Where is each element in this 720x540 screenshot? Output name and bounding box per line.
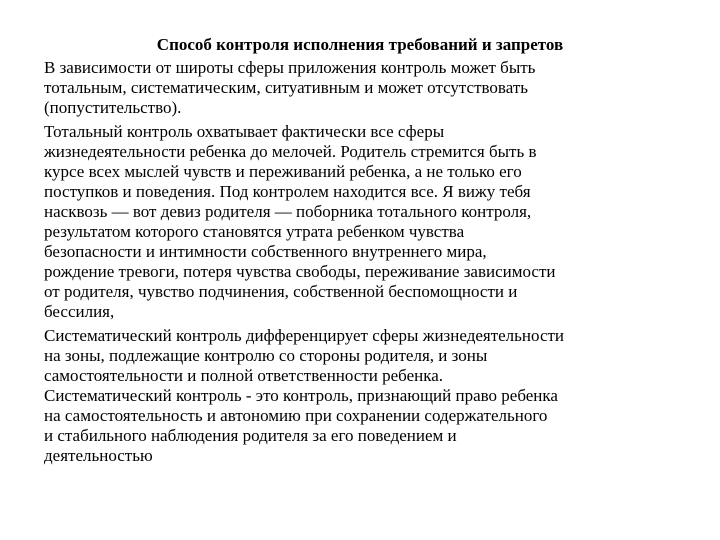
slide-title: Способ контроля исполнения требований и запретов	[156, 35, 564, 54]
text-line: на зоны, подлежащие контролю со стороны родителя, и зоны	[44, 346, 488, 365]
text-line: Систематический контроль дифференцирует сферы жизнедеятельности	[44, 326, 565, 345]
text-line: Систематический контроль - это контроль, признающий право ребенка	[44, 386, 558, 405]
text-line: тотальным, систематическим, ситуативным и может отсутствовать	[44, 78, 529, 97]
text-line: на самостоятельность и автономию при сохранении содержательного	[44, 406, 548, 425]
text-line: насквозь — вот девиз родителя — поборника тотального контроля,	[44, 202, 532, 221]
text-line: В зависимости от широты сферы приложения контроль может быть	[44, 58, 536, 77]
text-line: поступков и поведения. Под контролем находится все. Я вижу тебя	[44, 182, 531, 201]
text-line: Тотальный контроль охватывает фактически все сферы	[44, 122, 445, 141]
paragraph-systematic-control	[44, 326, 684, 466]
text-line: и стабильного наблюдения родителя за его поведением и	[44, 426, 457, 445]
text-line: рождение тревоги, потеря чувства свободы, переживание зависимости	[44, 262, 556, 281]
slide-body	[44, 58, 684, 468]
text-line: безопасности и интимности собственного внутреннего мира,	[44, 242, 487, 261]
paragraph-total-control	[44, 122, 684, 322]
paragraph-control-scope	[44, 58, 684, 118]
text-line: курсе всех мыслей чувств и переживаний ребенка, а не только его	[44, 162, 522, 181]
text-line: (попустительство).	[44, 98, 182, 117]
text-line: жизнедеятельности ребенка до мелочей. Родитель стремится быть в	[44, 142, 537, 161]
text-line: бессилия,	[44, 302, 115, 321]
text-line: от родителя, чувство подчинения, собственной беспомощности и	[44, 282, 518, 301]
text-line: деятельностью	[44, 446, 153, 465]
text-line: результатом которого становятся утрата ребенком чувства	[44, 222, 465, 241]
text-line: самостоятельности и полной ответственности ребенка.	[44, 366, 444, 385]
